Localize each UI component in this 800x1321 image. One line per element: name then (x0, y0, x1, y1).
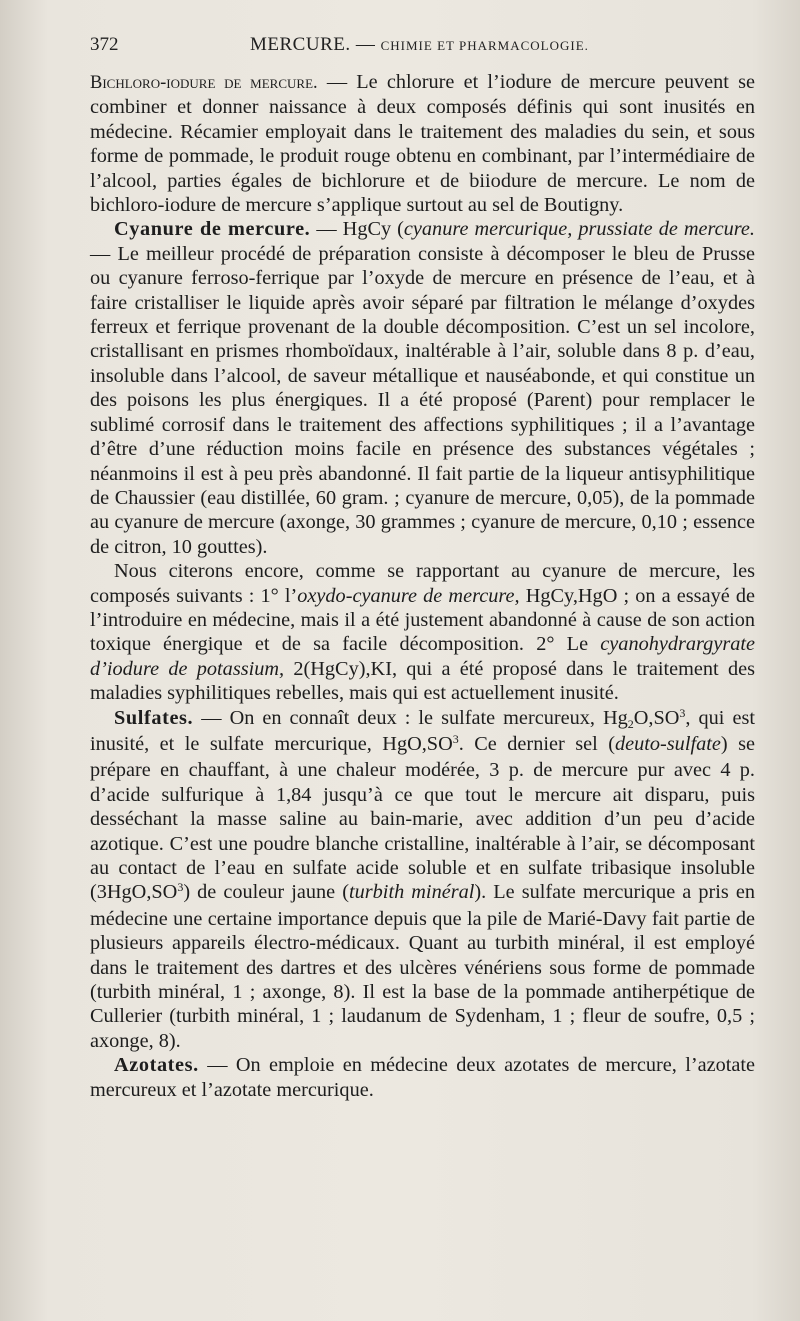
text-composes-a: Nous citerons encore, comme se rapportant au cyanure de mercure, les composés suivants : 1° l’ (90, 560, 755, 607)
text-sulfates-7: ). Le sulfate mercurique a pris en médecine une certaine importance depuis que la pile de Marié-Davy fait partie de plusieurs appareils électro-médicaux. Quant au turbith minéral, il est employé dans le traitement des dartres et des ulcères vénériens sous forme de pommade (turbith minéral, 1 ; axonge, 8). Il est la base de la pommade antiherpétique de Cullerier (turbith minéral, 1 ; laudanum de Sydenham, 1 ; fleur de soufre, 0,5 ; axonge, 8). (90, 881, 755, 1052)
running-title-sub: CHIMIE ET PHARMACOLOGIE. (380, 38, 589, 53)
running-title-main: MERCURE. — (250, 34, 376, 55)
running-header (90, 34, 755, 60)
text-bichloro-iodure: — Le chlorure et l’iodure de mercure peuvent se combiner et donner naissance à deux composés définis qui sont inusités en médecine. Récamier employait dans le traitement des maladies du sein, et sous forme de pommade, le produit rouge obtenu en combinant, par l’intermédiaire de l’alcool, parties égales de bichlorure et de biiodure de mercure. Le nom de bichloro-iodure de mercure s’applique surtout au sel de Boutigny. (90, 71, 755, 217)
text-sulfates-5: ) se prépare en chauffant, à une chaleur modérée, 3 p. de mercure pur avec 4 p. d’acide sulfurique à 1,84 jusqu’à ce que tout le mercure ait disparu, puis desséchant la masse saline au bain-marie, avec addition d’un peu d’acide azotique. C’est une poudre blanche cristalline, inaltérable à l’air, se décomposant au contact de l’eau en sulfate acide soluble et en sulfate tribasique insoluble (3HgO,SO (90, 732, 756, 904)
heading-sulfates: Sulfates. (114, 706, 194, 729)
superscript-4: 3 (177, 880, 184, 895)
text-sulfates-1: — On en connaît deux : le sulfate mercureux, Hg (193, 706, 628, 729)
superscript-3: 3 (452, 731, 459, 746)
paragraph-azotates (90, 1053, 755, 1102)
body-text (90, 70, 755, 1102)
italic-oxydo-cyanure: oxydo-cyanure de mercure, (297, 584, 520, 607)
text-composes-c: 2(HgCy),KI, qui a été proposé dans le traitement des maladies syphilitiques rebelles, mais qui est actuellement inusité. (90, 657, 755, 705)
paragraph-bichloro-iodure (90, 70, 755, 217)
subscript-1: 2 (627, 716, 634, 731)
heading-bichloro-iodure: Bichloro-iodure de mercure. (90, 73, 318, 93)
text-sulfates-4: . Ce dernier sel ( (458, 732, 615, 755)
paragraph-composes (90, 559, 755, 705)
names-cyanure: cyanure mercurique, prussiate de mercure. (403, 218, 755, 241)
page-number: 372 (90, 34, 119, 55)
text-sulfates-2: O,SO (633, 706, 680, 729)
text-azotates: — On emploie en médecine deux azotates de mercure, l’azotate mercureux et l’azotate mercurique. (90, 1054, 755, 1101)
text-composes-b: HgCy,HgO ; on a essayé de l’introduire en médecine, mais il a été justement abandonné à cause de son action toxique énergique et de sa facile décomposition. 2° Le (90, 584, 755, 656)
italic-deuto-sulfate: deuto-sulfate (614, 732, 721, 755)
paragraph-cyanure (90, 217, 755, 559)
italic-turbith: turbith minéral (349, 881, 475, 904)
running-title (250, 34, 589, 56)
text-sulfates-3: , qui est inusité, et le sulfate mercurique, HgO,SO (90, 706, 755, 755)
paragraph-sulfates (90, 706, 755, 1054)
text-sulfates-6: ) de couleur jaune ( (183, 881, 349, 904)
superscript-2: 3 (679, 705, 686, 720)
italic-cyanohydrargyrate: cyanohydrargyrate d’iodure de potassium, (90, 633, 755, 680)
heading-azotates: Azotates. (114, 1054, 199, 1077)
text-cyanure: — Le meilleur procédé de préparation consiste à décomposer le bleu de Prusse ou cyanure ferroso-ferrique par l’oxyde de mercure en présence de l’eau, et à faire cristalliser le liquide après avoir séparé par filtration le mélange d’oxydes ferreux et ferrique provenant de la double décomposition. C’est un sel incolore, cristallisant en prismes rhomboïdaux, inaltérable à l’air, soluble dans 8 p. d’eau, insoluble dans l’alcool, de saveur métallique et nauséabonde, et qui constitue un des poisons les plus énergiques. Il a été proposé (Parent) pour remplacer le sublimé corrosif dans le traitement des affections syphilitiques ; il a l’avantage d’être d’une réduction moins facile en présence des substances végétales ; néanmoins il est à peu près abandonné. Il fait partie de la liqueur antisyphilitique de Chaussier (eau distillée, 60 gram. ; cyanure de mercure, 0,05), de la pommade au cyanure de mercure (axonge, 30 grammes ; cyanure de mercure, 0,10 ; essence de citron, 10 gouttes). (90, 242, 755, 558)
heading-cyanure: Cyanure de mercure. (114, 218, 311, 241)
formula-cyanure: — HgCy ( (310, 218, 404, 241)
